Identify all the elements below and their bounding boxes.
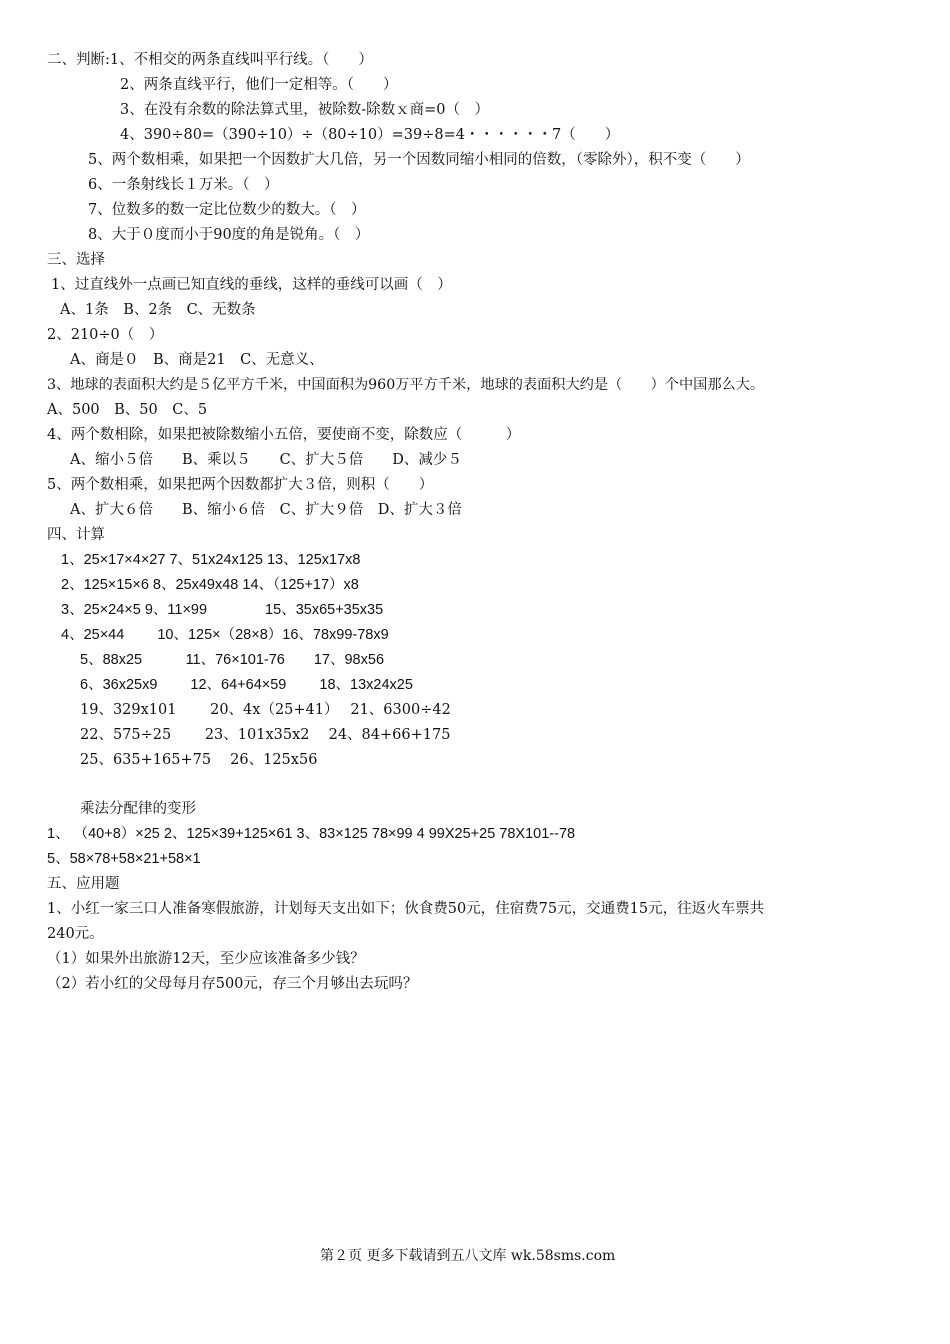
judge-item-7: 7、位数多的数一定比位数少的数大。（ ） xyxy=(88,202,366,218)
choice-question-2: 2、210÷0（ ） xyxy=(47,327,164,343)
choice-options-4: A、缩小５倍 B、乘以５ C、扩大５倍 D、减少５ xyxy=(70,452,462,468)
calc-row-8: 22、575÷25 23、101x35x2 24、84+66+175 xyxy=(80,727,451,743)
judge-item-3: 3、在没有余数的除法算式里，被除数-除数ｘ商=0（ ） xyxy=(120,102,489,118)
distributive-header: 乘法分配律的变形 xyxy=(80,801,196,817)
choice-options-3: A、500 B、50 C、5 xyxy=(47,402,208,418)
judge-item-5: 5、两个数相乘，如果把一个因数扩大几倍，另一个因数同缩小相同的倍数，（零除外），积不变（ ） xyxy=(88,152,750,168)
calc-row-5: 5、88x25 11、76×101-76 17、98x56 xyxy=(80,652,385,668)
apply-question-line-1: 1、小红一家三口人准备寒假旅游，计划每天支出如下；伙食费50元，住宿费75元，交通费15元，往返火车票共 xyxy=(47,901,765,917)
choice-question-3: 3、地球的表面积大约是５亿平方千米，中国面积为960万平方千米，地球的表面积大约是（ ）个中国那么大。 xyxy=(47,377,765,393)
judge-item-6: 6、一条射线长１万米。（ ） xyxy=(88,177,279,193)
calc-section-header: 四、计算 xyxy=(47,527,105,543)
choice-question-1: 1、过直线外一点画已知直线的垂线，这样的垂线可以画（ ） xyxy=(51,277,452,293)
judge-item-2: 2、两条直线平行，他们一定相等。（ ） xyxy=(120,77,398,93)
apply-subquestion-2: （2）若小红的父母每月存500元，存三个月够出去玩吗？ xyxy=(47,976,418,992)
calc-row-6: 6、36x25x9 12、64+64×59 18、13x24x25 xyxy=(80,677,413,693)
choice-section-header: 三、选择 xyxy=(47,252,105,268)
apply-section-header: 五、应用题 xyxy=(47,876,120,892)
calc-row-2: 2、125×15×6 8、25x49x48 14、（125+17）x8 xyxy=(61,577,359,593)
choice-options-1: A、1条 B、2条 C、无数条 xyxy=(60,302,256,318)
page-footer: 第２页 更多下载请到五八文库 wk.58sms.com xyxy=(320,1248,616,1264)
choice-question-4: 4、两个数相除，如果把被除数缩小五倍，要使商不变，除数应（ ） xyxy=(47,427,521,443)
calc-row-1: 1、25×17×4×27 7、51x24x125 13、125x17x8 xyxy=(61,552,361,568)
choice-question-5: 5、两个数相乘，如果把两个因数都扩大３倍，则积（ ） xyxy=(47,477,434,493)
apply-subquestion-1: （1）如果外出旅游12天，至少应该准备多少钱？ xyxy=(47,951,365,967)
judge-item-8: 8、大于０度而小于90度的角是锐角。（ ） xyxy=(88,227,370,243)
choice-options-2: A、商是０ B、商是21 C、无意义、 xyxy=(70,352,324,368)
judge-item-4: 4、390÷80=（390÷10）÷（80÷10）=39÷8=4・・・・・・7（ ） xyxy=(120,127,620,143)
apply-question-line-2: 240元。 xyxy=(47,926,104,942)
choice-options-5: A、扩大６倍 B、缩小６倍 C、扩大９倍 D、扩大３倍 xyxy=(70,502,462,518)
distributive-row-2: 5、58×78+58×21+58×1 xyxy=(47,851,201,867)
judge-section-header: 二、判断:1、不相交的两条直线叫平行线。（ ） xyxy=(47,52,373,68)
calc-row-3: 3、25×24×5 9、11×99 15、35x65+35x35 xyxy=(61,602,384,618)
distributive-row-1: 1、 （40+8）×25 2、125×39+125×61 3、83×125 78×99 4 99X25+25 78X101--78 xyxy=(47,826,576,842)
calc-row-4: 4、25×44 10、125×（28×8）16、78x99-78x9 xyxy=(61,627,389,643)
calc-row-9: 25、635+165+75 26、125x56 xyxy=(80,752,318,768)
calc-row-7: 19、329x101 20、4x（25+41） 21、6300÷42 xyxy=(80,702,451,718)
